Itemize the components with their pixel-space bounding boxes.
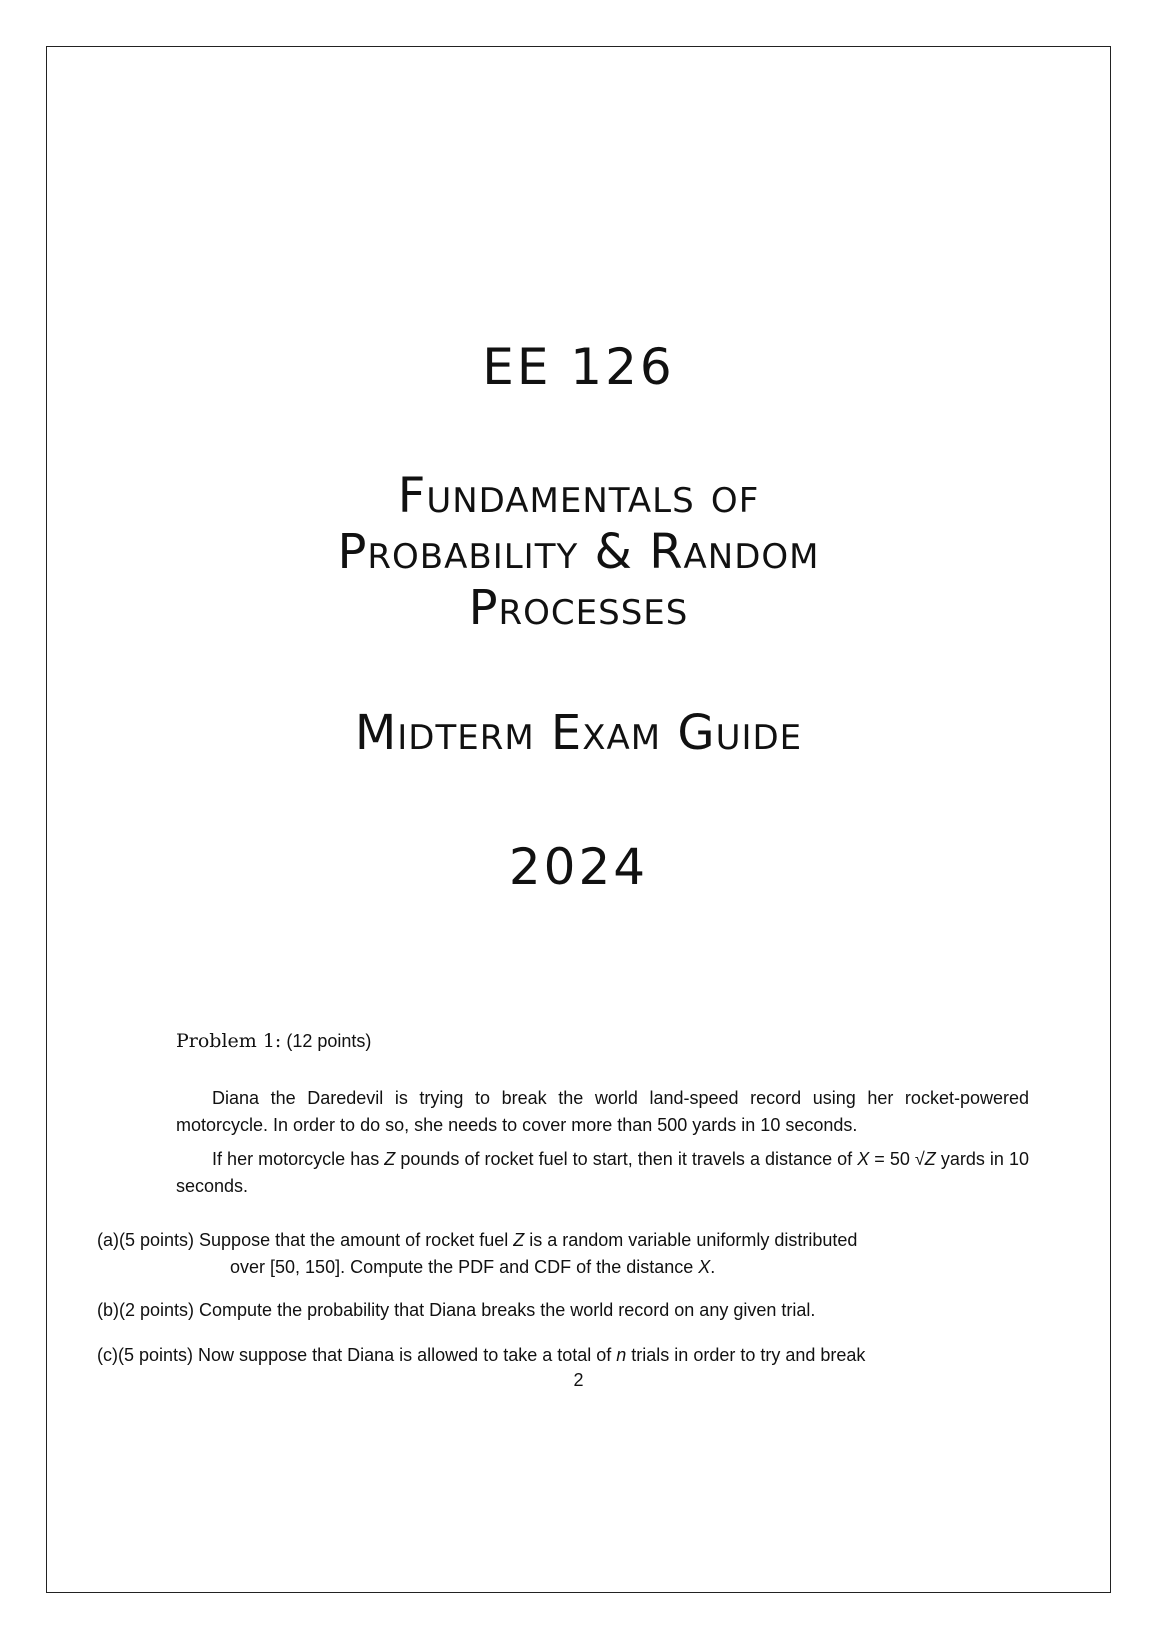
course-code: EE 126 bbox=[482, 338, 675, 396]
part-c-text: Now suppose that Diana is allowed to take a total of bbox=[193, 1345, 617, 1365]
variable-n: n bbox=[616, 1345, 627, 1365]
variable-z: Z bbox=[924, 1149, 936, 1169]
part-c bbox=[97, 1342, 1032, 1369]
para2-text-a: If her motorcycle has bbox=[212, 1149, 385, 1169]
part-c-text: trials in order to try and break bbox=[626, 1345, 866, 1365]
part-a-label: (a)(5 points) bbox=[97, 1230, 195, 1250]
problem-heading bbox=[176, 1028, 371, 1054]
variable-x: X bbox=[857, 1149, 870, 1169]
variable-z: Z bbox=[384, 1149, 396, 1169]
part-a bbox=[97, 1227, 1032, 1281]
para2-text-b: pounds of rocket fuel to start, then it travels a distance of bbox=[395, 1149, 858, 1169]
exam-title: Midterm Exam Guide bbox=[354, 705, 803, 761]
variable-z: Z bbox=[513, 1230, 525, 1250]
course-title-line-1: Fundamentals of bbox=[397, 468, 760, 524]
para2-text-c: = 50 √ bbox=[869, 1149, 925, 1169]
variable-x: X bbox=[698, 1257, 711, 1277]
page-number: 2 bbox=[573, 1370, 584, 1390]
part-b-label: (b)(2 points) bbox=[97, 1300, 195, 1320]
part-a-text: is a random variable uniformly distributed bbox=[524, 1230, 858, 1250]
problem-points: (12 points) bbox=[286, 1031, 372, 1051]
problem-label: Problem 1: bbox=[176, 1030, 282, 1052]
para2-text-d: yards in 10 seconds. bbox=[176, 1149, 1029, 1196]
course-title-line-3: Processes bbox=[468, 580, 689, 636]
part-a-text: Suppose that the amount of rocket fuel bbox=[194, 1230, 514, 1250]
part-c-label: (c)(5 points) bbox=[97, 1345, 194, 1365]
problem-paragraph-2 bbox=[176, 1146, 1029, 1200]
part-b bbox=[97, 1297, 1032, 1324]
problem-paragraph-1: Diana the Daredevil is trying to break the world land-speed record using her rocket-powered motorcycle. In order to do so, she needs to cover more than 500 yards in 10 seconds. bbox=[176, 1088, 1029, 1135]
part-a-text: . bbox=[710, 1257, 716, 1277]
course-title-line-2: Probability & Random bbox=[337, 524, 820, 580]
course-title bbox=[0, 468, 1157, 636]
part-b-text: Compute the probability that Diana breaks the world record on any given trial. bbox=[194, 1300, 816, 1320]
exam-year: 2024 bbox=[508, 838, 649, 896]
part-a-text: over [50, 150]. Compute the PDF and CDF of the distance bbox=[230, 1257, 699, 1277]
